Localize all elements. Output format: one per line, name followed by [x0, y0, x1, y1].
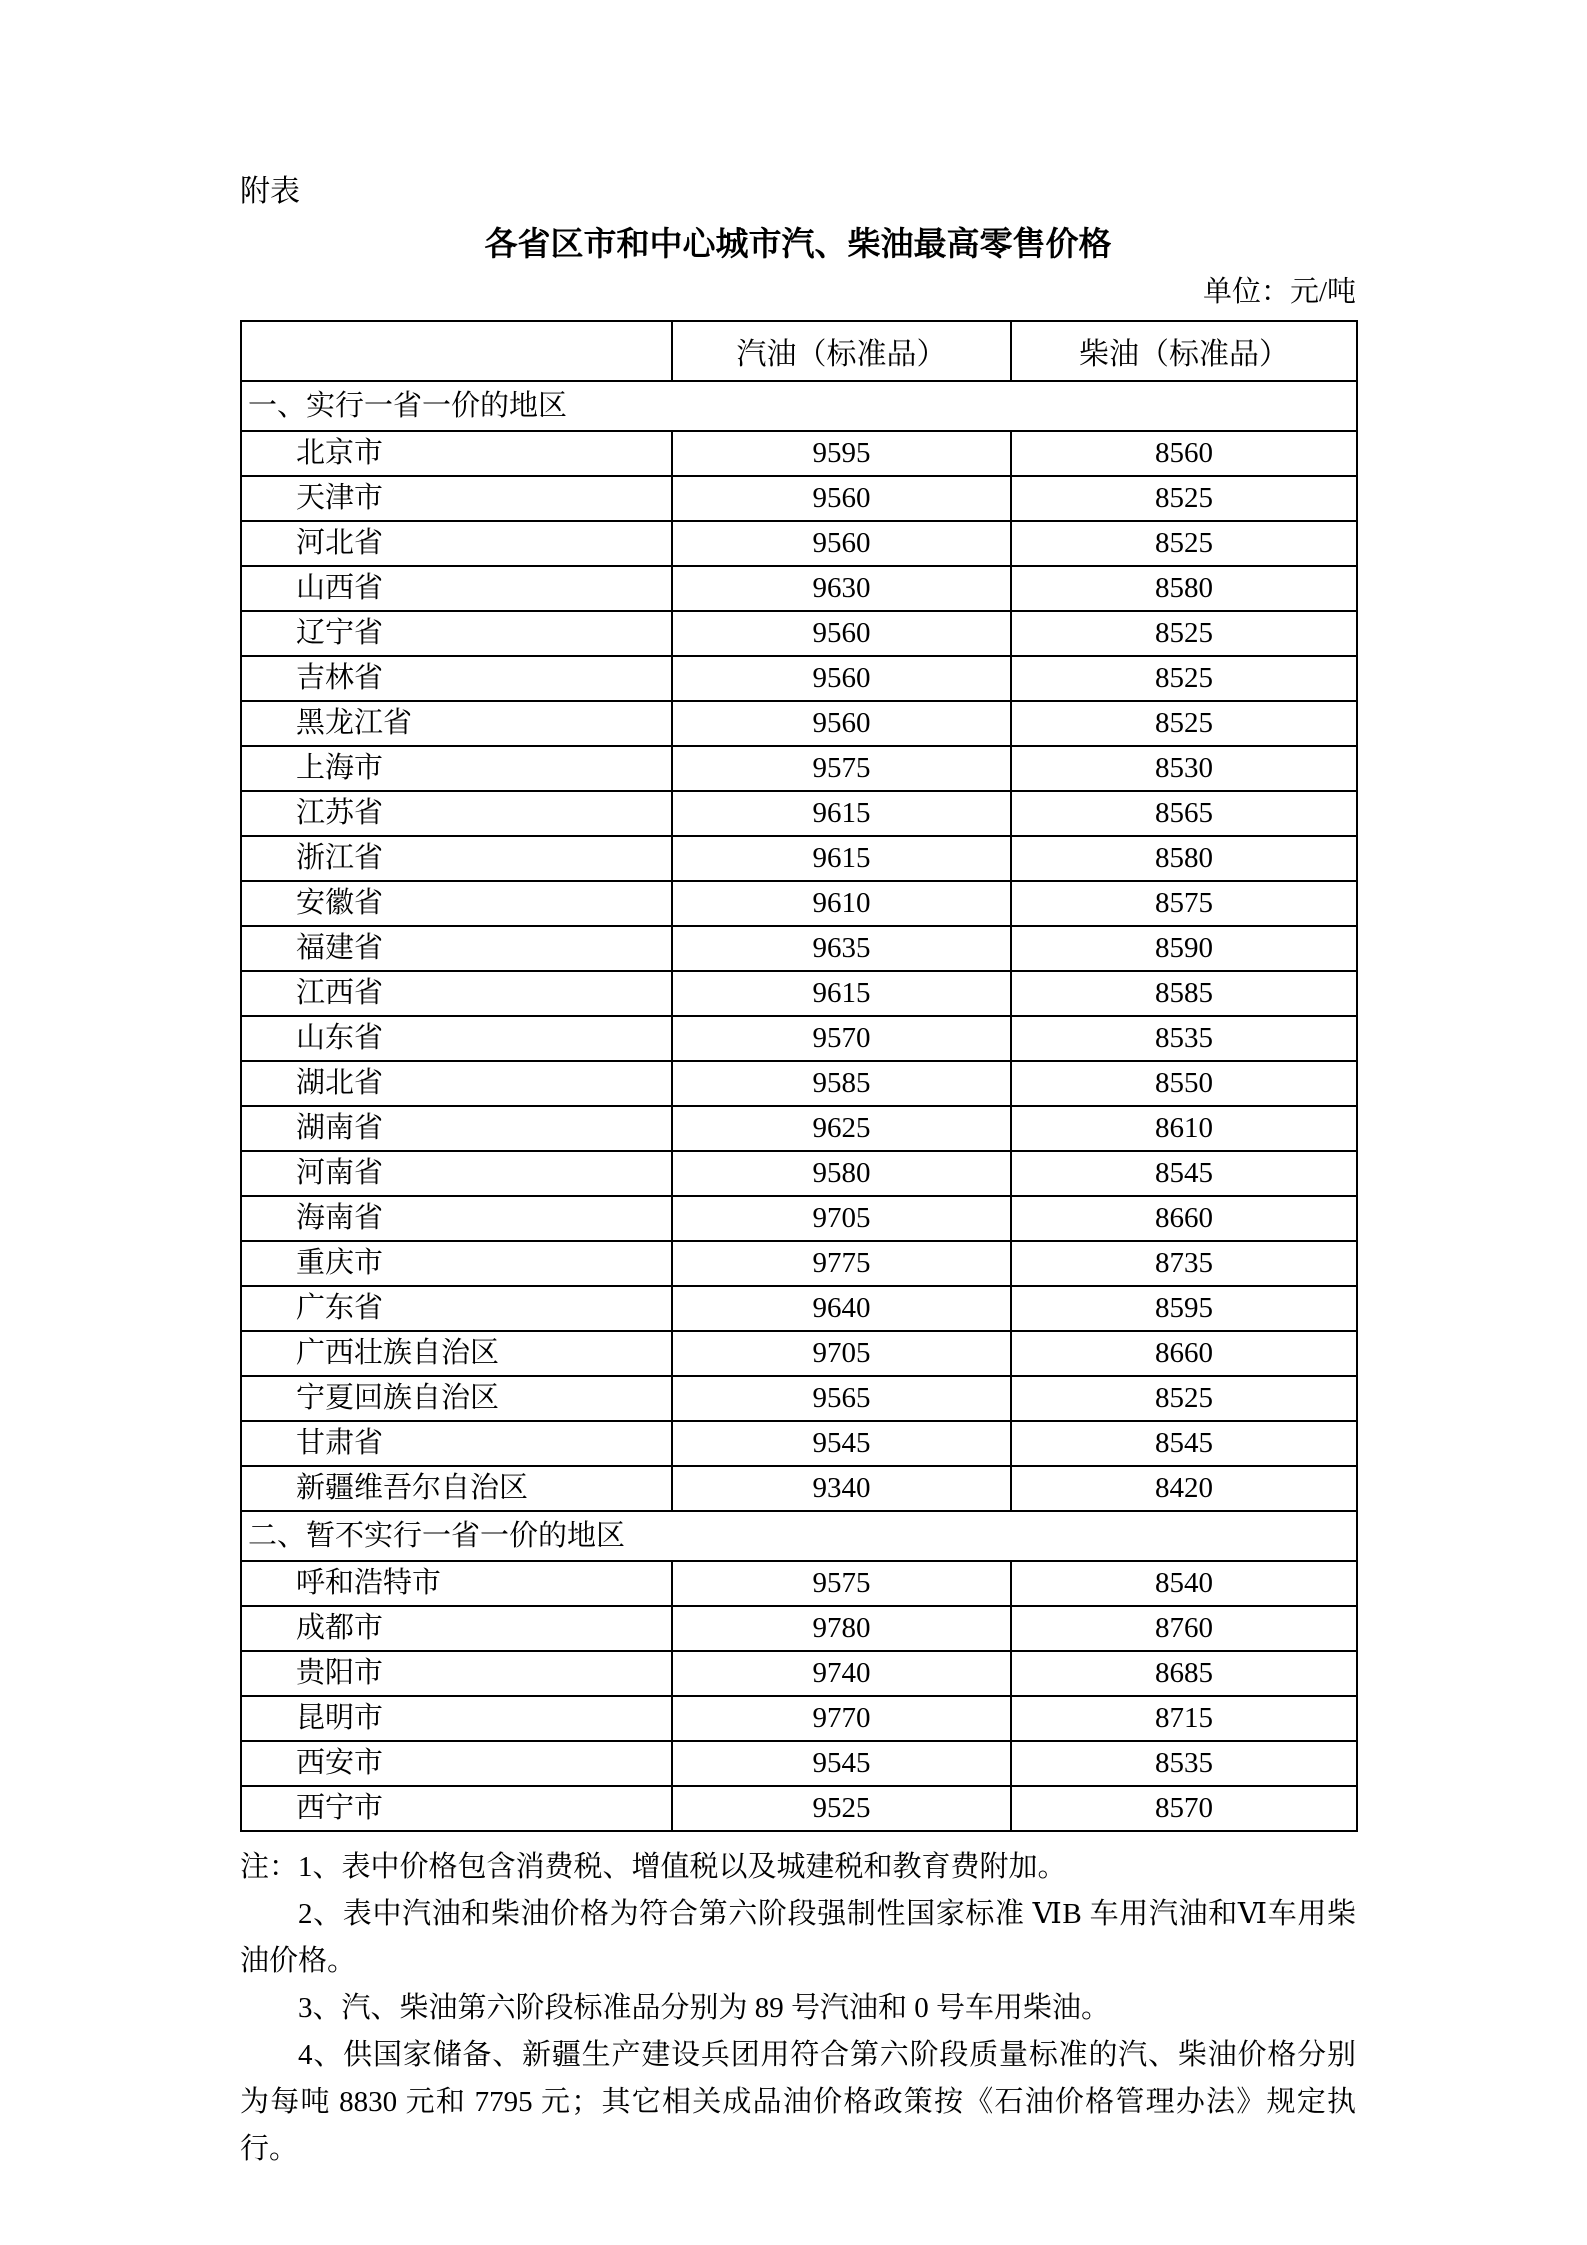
gasoline-price-cell: 9595	[672, 431, 1011, 476]
region-cell: 天津市	[241, 476, 672, 521]
price-table-header	[241, 321, 1357, 381]
diesel-price-cell: 8560	[1011, 431, 1357, 476]
price-table-body	[241, 381, 1357, 1831]
header-row	[241, 321, 1357, 381]
region-cell: 山东省	[241, 1016, 672, 1061]
diesel-price-cell: 8420	[1011, 1466, 1357, 1511]
diesel-price-cell: 8525	[1011, 521, 1357, 566]
section-header-cell: 一、实行一省一价的地区	[241, 381, 1357, 431]
table-row	[241, 836, 1357, 881]
region-cell: 福建省	[241, 926, 672, 971]
region-cell: 成都市	[241, 1606, 672, 1651]
diesel-price-cell: 8715	[1011, 1696, 1357, 1741]
page-title: 各省区市和中心城市汽、柴油最高零售价格	[484, 225, 1112, 262]
table-row	[241, 1786, 1357, 1831]
table-row	[241, 656, 1357, 701]
diesel-price-cell: 8660	[1011, 1331, 1357, 1376]
diesel-price-cell: 8610	[1011, 1106, 1357, 1151]
section-header-cell: 二、暂不实行一省一价的地区	[241, 1511, 1357, 1561]
column-header-region	[241, 321, 672, 381]
diesel-price-cell: 8575	[1011, 881, 1357, 926]
region-cell: 贵阳市	[241, 1651, 672, 1696]
region-cell: 重庆市	[241, 1241, 672, 1286]
region-cell: 黑龙江省	[241, 701, 672, 746]
gasoline-price-cell: 9615	[672, 791, 1011, 836]
gasoline-price-cell: 9625	[672, 1106, 1011, 1151]
unit-label: 单位：元/吨	[1202, 276, 1356, 308]
diesel-price-cell: 8525	[1011, 1376, 1357, 1421]
gasoline-price-cell: 9580	[672, 1151, 1011, 1196]
annex-label: 附表	[240, 175, 300, 208]
region-cell: 西宁市	[241, 1786, 672, 1831]
diesel-price-cell: 8570	[1011, 1786, 1357, 1831]
region-cell: 山西省	[241, 566, 672, 611]
diesel-price-cell: 8735	[1011, 1241, 1357, 1286]
region-cell: 昆明市	[241, 1696, 672, 1741]
gasoline-price-cell: 9780	[672, 1606, 1011, 1651]
diesel-price-cell: 8545	[1011, 1421, 1357, 1466]
gasoline-price-cell: 9610	[672, 881, 1011, 926]
diesel-price-cell: 8580	[1011, 836, 1357, 881]
table-row	[241, 1376, 1357, 1421]
table-row	[241, 431, 1357, 476]
region-cell: 浙江省	[241, 836, 672, 881]
diesel-price-cell: 8590	[1011, 926, 1357, 971]
gasoline-price-cell: 9545	[672, 1741, 1011, 1786]
table-row	[241, 881, 1357, 926]
gasoline-price-cell: 9740	[672, 1651, 1011, 1696]
diesel-price-cell: 8585	[1011, 971, 1357, 1016]
diesel-price-cell: 8760	[1011, 1606, 1357, 1651]
region-cell: 甘肃省	[241, 1421, 672, 1466]
region-cell: 安徽省	[241, 881, 672, 926]
section-header-row	[241, 1511, 1357, 1561]
table-row	[241, 1606, 1357, 1651]
diesel-price-cell: 8565	[1011, 791, 1357, 836]
gasoline-price-cell: 9560	[672, 476, 1011, 521]
table-row	[241, 1651, 1357, 1696]
table-row	[241, 746, 1357, 791]
table-row	[241, 791, 1357, 836]
table-row	[241, 1241, 1357, 1286]
note-item: 3、汽、柴油第六阶段标准品分别为 89 号汽油和 0 号车用柴油。	[298, 1992, 1111, 2024]
gasoline-price-cell: 9340	[672, 1466, 1011, 1511]
gasoline-price-cell: 9560	[672, 656, 1011, 701]
table-row	[241, 926, 1357, 971]
region-cell: 西安市	[241, 1741, 672, 1786]
region-cell: 辽宁省	[241, 611, 672, 656]
note-item: 2、表中汽油和柴油价格为符合第六阶段强制性国家标准 ⅥB 车用汽油和Ⅵ车用柴油价格。	[240, 1898, 1356, 1977]
region-cell: 江苏省	[241, 791, 672, 836]
gasoline-price-cell: 9545	[672, 1421, 1011, 1466]
table-row	[241, 566, 1357, 611]
table-row	[241, 701, 1357, 746]
document-content	[240, 172, 1356, 2173]
table-row	[241, 1061, 1357, 1106]
table-row	[241, 1421, 1357, 1466]
gasoline-price-cell: 9615	[672, 836, 1011, 881]
diesel-price-cell: 8595	[1011, 1286, 1357, 1331]
table-row	[241, 1151, 1357, 1196]
diesel-price-cell: 8540	[1011, 1561, 1357, 1606]
diesel-price-cell: 8530	[1011, 746, 1357, 791]
note-item: 注：1、表中价格包含消费税、增值税以及城建税和教育费附加。	[240, 1851, 1067, 1883]
region-cell: 广西壮族自治区	[241, 1331, 672, 1376]
column-header-gasoline: 汽油（标准品）	[672, 321, 1011, 381]
region-cell: 吉林省	[241, 656, 672, 701]
table-row	[241, 971, 1357, 1016]
section-header-row	[241, 381, 1357, 431]
gasoline-price-cell: 9560	[672, 701, 1011, 746]
table-row	[241, 1466, 1357, 1511]
gasoline-price-cell: 9770	[672, 1696, 1011, 1741]
diesel-price-cell: 8550	[1011, 1061, 1357, 1106]
column-header-diesel: 柴油（标准品）	[1011, 321, 1357, 381]
gasoline-price-cell: 9570	[672, 1016, 1011, 1061]
gasoline-price-cell: 9585	[672, 1061, 1011, 1106]
gasoline-price-cell: 9630	[672, 566, 1011, 611]
gasoline-price-cell: 9705	[672, 1331, 1011, 1376]
gasoline-price-cell: 9575	[672, 1561, 1011, 1606]
diesel-price-cell: 8685	[1011, 1651, 1357, 1696]
diesel-price-cell: 8535	[1011, 1016, 1357, 1061]
table-row	[241, 1741, 1357, 1786]
diesel-price-cell: 8580	[1011, 566, 1357, 611]
table-row	[241, 521, 1357, 566]
diesel-price-cell: 8525	[1011, 476, 1357, 521]
gasoline-price-cell: 9560	[672, 521, 1011, 566]
table-row	[241, 1106, 1357, 1151]
diesel-price-cell: 8525	[1011, 701, 1357, 746]
gasoline-price-cell: 9615	[672, 971, 1011, 1016]
table-row	[241, 1196, 1357, 1241]
region-cell: 江西省	[241, 971, 672, 1016]
region-cell: 上海市	[241, 746, 672, 791]
table-row	[241, 611, 1357, 656]
gasoline-price-cell: 9775	[672, 1241, 1011, 1286]
note-item: 4、供国家储备、新疆生产建设兵团用符合第六阶段质量标准的汽、柴油价格分别为每吨 8830 元和 7795 元；其它相关成品油价格政策按《石油价格管理办法》规定执行。	[240, 2039, 1356, 2165]
region-cell: 河南省	[241, 1151, 672, 1196]
region-cell: 湖北省	[241, 1061, 672, 1106]
region-cell: 新疆维吾尔自治区	[241, 1466, 672, 1511]
notes-block	[240, 1844, 1356, 2173]
region-cell: 河北省	[241, 521, 672, 566]
table-row	[241, 1696, 1357, 1741]
diesel-price-cell: 8535	[1011, 1741, 1357, 1786]
table-row	[241, 1016, 1357, 1061]
region-cell: 呼和浩特市	[241, 1561, 672, 1606]
table-row	[241, 1286, 1357, 1331]
price-table	[240, 320, 1358, 1832]
table-row	[241, 1331, 1357, 1376]
diesel-price-cell: 8660	[1011, 1196, 1357, 1241]
region-cell: 广东省	[241, 1286, 672, 1331]
region-cell: 北京市	[241, 431, 672, 476]
diesel-price-cell: 8525	[1011, 656, 1357, 701]
diesel-price-cell: 8525	[1011, 611, 1357, 656]
gasoline-price-cell: 9640	[672, 1286, 1011, 1331]
region-cell: 湖南省	[241, 1106, 672, 1151]
diesel-price-cell: 8545	[1011, 1151, 1357, 1196]
table-row	[241, 476, 1357, 521]
gasoline-price-cell: 9560	[672, 611, 1011, 656]
gasoline-price-cell: 9565	[672, 1376, 1011, 1421]
table-row	[241, 1561, 1357, 1606]
gasoline-price-cell: 9575	[672, 746, 1011, 791]
gasoline-price-cell: 9705	[672, 1196, 1011, 1241]
region-cell: 宁夏回族自治区	[241, 1376, 672, 1421]
gasoline-price-cell: 9635	[672, 926, 1011, 971]
region-cell: 海南省	[241, 1196, 672, 1241]
gasoline-price-cell: 9525	[672, 1786, 1011, 1831]
